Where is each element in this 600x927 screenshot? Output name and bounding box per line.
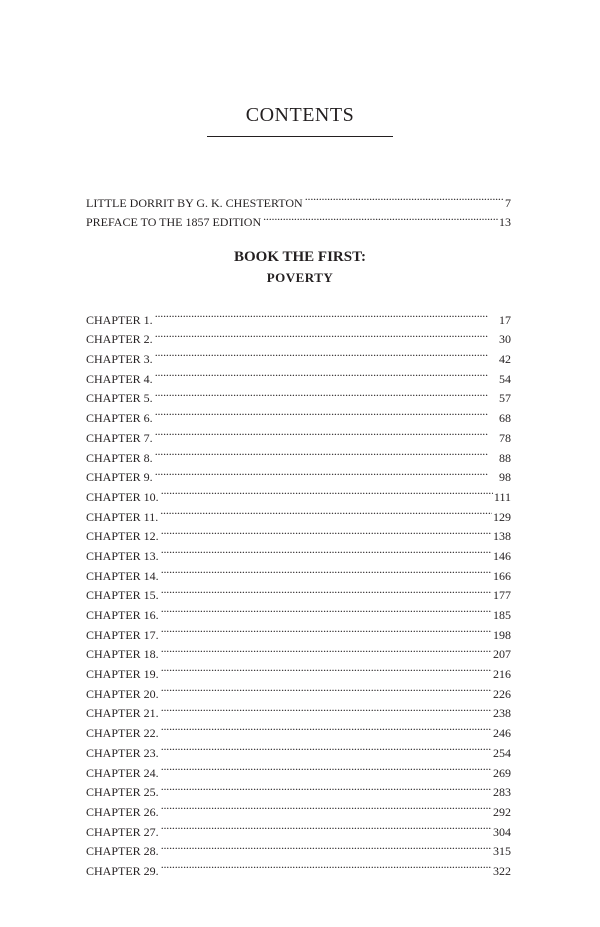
- chapter-page-number: 68: [499, 411, 511, 426]
- chapter-label: CHAPTER 13.: [86, 548, 159, 563]
- dot-leader: [155, 363, 498, 383]
- chapter-label: CHAPTER 10.: [86, 489, 159, 504]
- chapter-page-number: 207: [493, 647, 511, 662]
- chapter-entry[interactable]: [86, 304, 511, 327]
- chapter-page-number: 78: [499, 430, 511, 445]
- dot-leader: [161, 796, 492, 816]
- chapter-label: CHAPTER 8.: [86, 450, 153, 465]
- toc-entry[interactable]: [86, 187, 511, 210]
- chapter-page-number: 254: [493, 745, 511, 760]
- dot-leader: [161, 777, 492, 797]
- book-subtitle: POVERTY: [266, 270, 334, 285]
- dot-leader: [161, 698, 492, 718]
- dot-leader: [161, 658, 492, 678]
- chapter-page-number: 129: [493, 509, 511, 524]
- chapter-label: CHAPTER 7.: [86, 430, 153, 445]
- toc-entry-page: 7: [505, 195, 511, 210]
- chapter-label: CHAPTER 22.: [86, 726, 159, 741]
- book-title: BOOK THE FIRST:: [234, 249, 366, 265]
- chapter-page-number: 30: [499, 332, 511, 347]
- dot-leader: [161, 717, 492, 737]
- chapter-label: CHAPTER 23.: [86, 745, 159, 760]
- chapter-page-number: 216: [493, 667, 511, 682]
- toc-entry-label: PREFACE TO THE 1857 EDITION: [86, 215, 262, 230]
- dot-leader: [161, 540, 492, 560]
- chapter-label: CHAPTER 29.: [86, 863, 159, 878]
- dot-leader: [155, 402, 498, 422]
- chapter-page-number: 54: [499, 371, 511, 386]
- chapter-page-number: 322: [493, 863, 511, 878]
- dot-leader: [155, 343, 498, 363]
- chapter-list: [86, 304, 511, 878]
- dot-leader: [161, 639, 492, 659]
- dot-leader: [155, 422, 498, 442]
- chapter-label: CHAPTER 21.: [86, 706, 159, 721]
- dot-leader: [161, 619, 492, 639]
- chapter-label: CHAPTER 12.: [86, 529, 159, 544]
- chapter-page-number: 185: [493, 608, 511, 622]
- title-underline: [207, 136, 393, 137]
- chapter-label: CHAPTER 11.: [86, 509, 159, 524]
- chapter-label: CHAPTER 6.: [86, 411, 153, 426]
- chapter-page-number: 304: [493, 824, 511, 839]
- chapter-page-number: 238: [493, 706, 511, 721]
- dot-leader: [161, 816, 492, 836]
- chapter-page-number: 111: [493, 489, 511, 504]
- chapter-label: CHAPTER 24.: [86, 765, 159, 780]
- chapter-page-number: 166: [493, 568, 511, 583]
- dot-leader: [155, 324, 498, 344]
- chapter-page-number: 315: [493, 844, 511, 859]
- chapter-page-number: 88: [499, 450, 511, 465]
- chapter-label: CHAPTER 16.: [86, 608, 159, 622]
- dot-leader: [161, 757, 492, 777]
- dot-leader: [155, 383, 498, 403]
- chapter-label: CHAPTER 19.: [86, 667, 159, 682]
- dot-leader: [161, 855, 492, 875]
- chapter-label: CHAPTER 25.: [86, 785, 159, 800]
- toc-entry-page: 13: [499, 215, 511, 230]
- dot-leader: [160, 501, 492, 521]
- chapter-label: CHAPTER 9.: [86, 470, 153, 485]
- chapter-page-number: 17: [499, 312, 511, 327]
- dot-leader: [155, 462, 498, 482]
- toc-entry-label: LITTLE DORRIT BY G. K. CHESTERTON: [86, 195, 303, 210]
- chapter-label: CHAPTER 4.: [86, 371, 153, 386]
- chapter-page-number: 283: [493, 785, 511, 800]
- dot-leader: [161, 599, 492, 619]
- chapter-page-number: 246: [493, 726, 511, 741]
- dot-leader: [161, 521, 492, 541]
- chapter-page-number: 226: [493, 686, 511, 701]
- chapter-page-number: 177: [493, 588, 511, 603]
- chapter-label: CHAPTER 2.: [86, 332, 153, 347]
- chapter-page-number: 57: [499, 391, 511, 406]
- chapter-label: CHAPTER 20.: [86, 686, 159, 701]
- front-matter-list: [86, 187, 511, 230]
- dot-leader: [161, 836, 492, 856]
- dot-leader: [161, 580, 492, 600]
- dot-leader: [263, 207, 498, 227]
- dot-leader: [155, 304, 498, 324]
- chapter-page-number: 146: [493, 548, 511, 563]
- chapter-label: CHAPTER 27.: [86, 824, 159, 839]
- chapter-label: CHAPTER 17.: [86, 627, 159, 642]
- chapter-label: CHAPTER 14.: [86, 568, 159, 583]
- chapter-page-number: 98: [499, 470, 511, 485]
- dot-leader: [161, 560, 492, 580]
- dot-leader: [161, 481, 493, 501]
- chapter-label: CHAPTER 5.: [86, 391, 153, 406]
- chapter-page-number: 138: [493, 529, 511, 544]
- dot-leader: [305, 187, 504, 207]
- chapter-label: CHAPTER 28.: [86, 844, 159, 859]
- dot-leader: [161, 678, 492, 698]
- chapter-label: CHAPTER 3.: [86, 352, 153, 367]
- chapter-page-number: 292: [493, 804, 511, 819]
- chapter-label: CHAPTER 1.: [86, 312, 153, 327]
- dot-leader: [161, 737, 492, 757]
- chapter-label: CHAPTER 26.: [86, 804, 159, 819]
- chapter-label: CHAPTER 15.: [86, 588, 159, 603]
- dot-leader: [155, 442, 498, 462]
- chapter-label: CHAPTER 18.: [86, 647, 159, 662]
- chapter-page-number: 42: [499, 352, 511, 367]
- chapter-page-number: 269: [493, 765, 511, 780]
- chapter-page-number: 198: [493, 627, 511, 642]
- page-title: CONTENTS: [245, 104, 355, 126]
